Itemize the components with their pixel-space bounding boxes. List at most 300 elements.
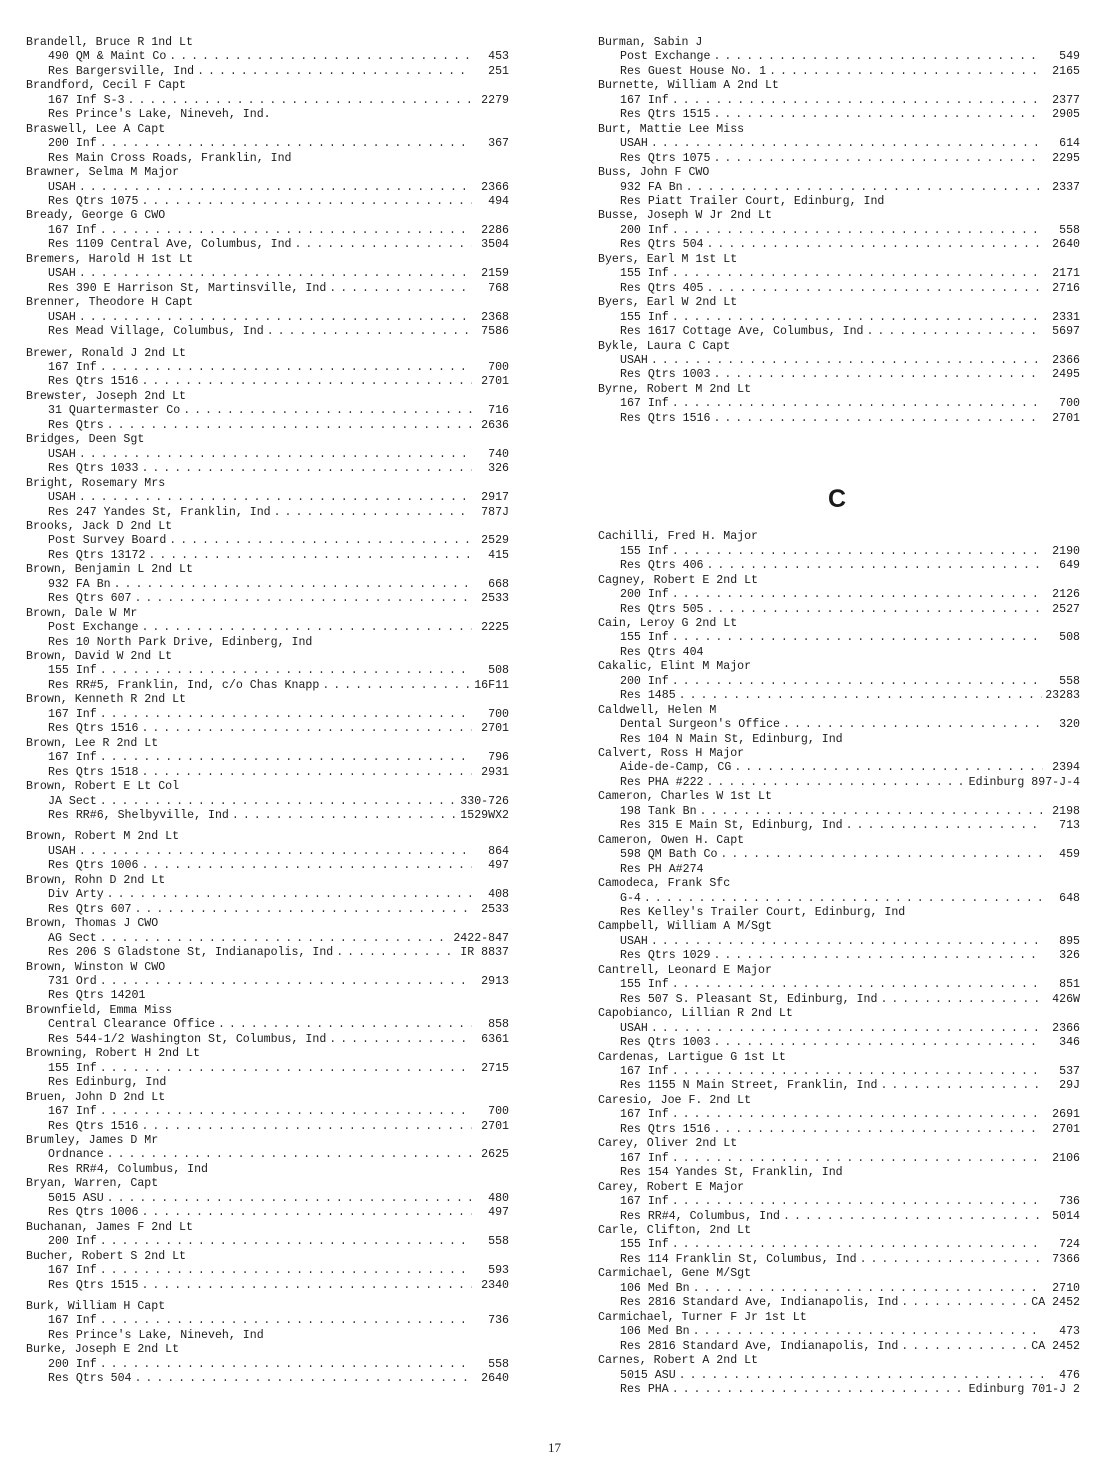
entry-line-number: 796 xyxy=(488,751,509,765)
dot-leader xyxy=(329,1033,472,1047)
entry-line xyxy=(598,224,1080,238)
dot-leader xyxy=(651,354,1043,368)
dot-leader xyxy=(672,631,1043,645)
entry-line xyxy=(26,238,509,252)
entry-line-label: 155 Inf xyxy=(620,310,669,324)
entry-line-label: JA Sect xyxy=(48,794,97,808)
dot-leader xyxy=(672,1195,1043,1209)
entry-line xyxy=(26,549,509,563)
entry-line-number: CA 2452 xyxy=(1031,1296,1080,1310)
entry-line xyxy=(26,1192,509,1206)
dot-leader xyxy=(295,238,472,252)
dot-leader xyxy=(79,491,472,505)
dot-leader xyxy=(644,892,1043,906)
entry-line xyxy=(598,949,1080,963)
entry-line xyxy=(598,238,1080,252)
entry-line xyxy=(26,989,509,1003)
dot-leader xyxy=(100,1314,472,1328)
entry-line-label: 167 Inf xyxy=(48,223,97,237)
dot-leader xyxy=(79,845,472,859)
entry-line xyxy=(598,1296,1080,1310)
entry-line-label: 106 Med Bn xyxy=(620,1325,690,1339)
entry-name: Caldwell, Helen M xyxy=(598,703,717,717)
entry-line xyxy=(598,65,1080,79)
entry-line-label: Res Qtrs 404 xyxy=(620,645,704,659)
entry-line xyxy=(598,152,1080,166)
entry-line-label: 200 Inf xyxy=(48,1357,97,1371)
entry-line-number: 2636 xyxy=(481,418,509,432)
entry-line-label: Aide-de-Camp, CG xyxy=(620,761,732,775)
entry-name: Brown, David W 2nd Lt xyxy=(26,650,173,664)
entry-line-number: 23283 xyxy=(1045,689,1080,703)
directory-entry xyxy=(598,1137,1080,1180)
directory-entry xyxy=(26,650,509,693)
entry-name: Bremers, Harold H 1st Lt xyxy=(26,252,193,266)
entry-line-number: 851 xyxy=(1059,978,1080,992)
entry-line xyxy=(598,311,1080,325)
dot-leader xyxy=(880,993,1043,1007)
entry-name: Brawner, Selma M Major xyxy=(26,166,180,180)
entry-line-number: 6361 xyxy=(481,1032,509,1046)
dot-leader xyxy=(672,675,1043,689)
entry-line-label: 200 Inf xyxy=(48,1235,97,1249)
entry-line-label: 31 Quartermaster Co xyxy=(48,404,181,418)
entry-line-label: Res Qtrs 1029 xyxy=(620,949,711,963)
entry-line-number: 426W xyxy=(1052,992,1080,1006)
entry-line-label: 167 Inf xyxy=(620,1151,669,1165)
entry-line-number: 2905 xyxy=(1052,108,1080,122)
entry-line xyxy=(26,679,509,693)
entry-line xyxy=(26,1018,509,1032)
entry-line-label: Res 1617 Cottage Ave, Columbus, Ind xyxy=(620,325,864,339)
entry-line-label: Res Qtrs 1516 xyxy=(620,411,711,425)
entry-line-label: 106 Med Bn xyxy=(620,1281,690,1295)
dot-leader xyxy=(141,722,472,736)
entry-line-number: 2295 xyxy=(1052,151,1080,165)
entry-line xyxy=(26,50,509,64)
directory-entry xyxy=(598,1051,1080,1094)
dot-leader xyxy=(107,888,472,902)
dot-leader xyxy=(713,1123,1043,1137)
entry-line-label: Res Qtrs 406 xyxy=(620,559,704,573)
entry-line xyxy=(26,1062,509,1076)
entry-line xyxy=(598,108,1080,122)
directory-entry xyxy=(26,433,509,476)
entry-line-label: Res Qtrs 405 xyxy=(620,281,704,295)
dot-leader xyxy=(100,1235,472,1249)
entry-line-label: 155 Inf xyxy=(620,631,669,645)
dot-leader xyxy=(100,795,458,809)
entry-line-label: Res PHA #222 xyxy=(620,775,704,789)
entry-line xyxy=(598,1282,1080,1296)
entry-line xyxy=(598,354,1080,368)
entry-line-label: 490 QM & Maint Co xyxy=(48,50,167,64)
entry-name: Bryan, Warren, Capt xyxy=(26,1177,159,1191)
dot-leader xyxy=(672,1108,1043,1122)
dot-leader xyxy=(693,1282,1043,1296)
entry-line-number: 2190 xyxy=(1052,544,1080,558)
entry-name: Brown, Robert M 2nd Lt xyxy=(26,830,180,844)
directory-entry xyxy=(26,253,509,296)
entry-line-number: 5014 xyxy=(1052,1209,1080,1223)
directory-entry xyxy=(598,660,1080,703)
entry-line-number: 558 xyxy=(488,1357,509,1371)
directory-entry xyxy=(26,961,509,1004)
entry-line-label: 167 Inf xyxy=(48,1314,97,1328)
entry-line-label: Res Guest House No. 1 xyxy=(620,64,767,78)
directory-section-c xyxy=(598,530,1080,1397)
entry-line xyxy=(598,805,1080,819)
directory-entry xyxy=(26,780,509,823)
directory-entry xyxy=(598,877,1080,920)
entry-line xyxy=(598,195,1080,209)
entry-line xyxy=(26,932,509,946)
entry-line-number: 508 xyxy=(1059,631,1080,645)
directory-entry xyxy=(598,1267,1080,1310)
dot-leader xyxy=(100,975,472,989)
entry-name: Brown, Kenneth R 2nd Lt xyxy=(26,693,187,707)
entry-line xyxy=(598,1079,1080,1093)
entry-line-label: 167 Inf xyxy=(620,1065,669,1078)
directory-entry xyxy=(598,209,1080,252)
dot-leader xyxy=(197,65,472,79)
entry-name: Bruen, John D 2nd Lt xyxy=(26,1090,166,1104)
entry-line-label: Central Clearance Office xyxy=(48,1018,215,1032)
entry-line xyxy=(26,506,509,520)
directory-entry xyxy=(598,790,1080,833)
entry-line-label: USAH xyxy=(48,310,76,324)
entry-line-label: 167 Inf xyxy=(48,707,97,721)
entry-line xyxy=(598,1369,1080,1383)
dot-leader xyxy=(713,108,1043,122)
entry-line xyxy=(598,1253,1080,1267)
entry-line-label: 5015 ASU xyxy=(48,1191,104,1205)
directory-entry xyxy=(26,563,509,606)
entry-line xyxy=(598,1325,1080,1339)
entry-name: Buchanan, James F 2nd Lt xyxy=(26,1220,193,1234)
entry-line-number: 5697 xyxy=(1052,325,1080,339)
directory-entry xyxy=(26,36,509,79)
directory-entry xyxy=(26,79,509,122)
entry-line-label: Res 2816 Standard Ave, Indianapolis, Ind xyxy=(620,1339,899,1353)
entry-line xyxy=(26,708,509,722)
entry-line-label: 155 Inf xyxy=(620,544,669,558)
entry-line xyxy=(26,94,509,108)
entry-line xyxy=(26,1279,509,1293)
entry-line-label: Res Qtrs 1516 xyxy=(48,1119,139,1133)
entry-line xyxy=(26,311,509,325)
dot-leader xyxy=(672,311,1043,325)
entry-line xyxy=(598,776,1080,790)
entry-line-label: Res Qtrs 1075 xyxy=(620,151,711,165)
entry-line xyxy=(26,195,509,209)
entry-name: Braswell, Lee A Capt xyxy=(26,122,166,136)
entry-line-label: AG Sect xyxy=(48,931,97,945)
dot-leader xyxy=(148,549,472,563)
dot-leader xyxy=(672,545,1043,559)
entry-line-label: Res RR#4, Columbus, Ind xyxy=(620,1209,781,1223)
dot-leader xyxy=(169,50,472,64)
entry-line-label: Res 390 E Harrison St, Martinsville, Ind xyxy=(48,281,327,295)
dot-leader xyxy=(100,361,472,375)
entry-name: Cagney, Robert E 2nd Lt xyxy=(598,573,759,587)
entry-line-number: 2165 xyxy=(1052,64,1080,78)
entry-line-number: 2377 xyxy=(1052,93,1080,107)
entry-line-label: Res 206 S Gladstone St, Indianapolis, Ind xyxy=(48,946,334,960)
entry-line-label: 167 Inf xyxy=(48,1264,97,1278)
dot-leader xyxy=(672,1065,1043,1079)
entry-line xyxy=(598,863,1080,877)
dot-leader xyxy=(79,448,472,462)
dot-leader xyxy=(679,689,1043,703)
dot-leader xyxy=(672,1383,966,1397)
directory-entry xyxy=(26,209,509,252)
dot-leader xyxy=(672,224,1043,238)
entry-name: Brewer, Ronald J 2nd Lt xyxy=(26,346,187,360)
entry-line-label: Res 315 E Main St, Edinburg, Ind xyxy=(620,819,843,833)
dot-leader xyxy=(713,50,1043,64)
entry-line-label: Res Qtrs 1518 xyxy=(48,765,139,779)
dot-leader xyxy=(734,761,1043,775)
dot-leader xyxy=(336,946,457,960)
entry-line-label: USAH xyxy=(620,934,648,948)
entry-line-number: 326 xyxy=(1059,949,1080,963)
directory-entry xyxy=(598,574,1080,617)
entry-line xyxy=(26,534,509,548)
dot-leader xyxy=(135,592,473,606)
entry-line xyxy=(26,325,509,339)
entry-line-number: 716 xyxy=(488,404,509,418)
entry-name: Bucher, Robert S 2nd Lt xyxy=(26,1249,187,1263)
dot-leader xyxy=(901,1296,1028,1310)
entry-line-label: 198 Tank Bn xyxy=(620,804,697,818)
entry-line-label: Res 507 S. Pleasant St, Edinburg, Ind xyxy=(620,992,878,1006)
entry-line-number: 3504 xyxy=(481,238,509,252)
entry-line xyxy=(598,1340,1080,1354)
entry-line-label: USAH xyxy=(620,353,648,367)
entry-line xyxy=(26,181,509,195)
entry-line xyxy=(26,448,509,462)
entry-line-number: 2527 xyxy=(1052,602,1080,616)
entry-line-number: 2931 xyxy=(481,765,509,779)
entry-line-label: Res 104 N Main St, Edinburg, Ind xyxy=(620,732,843,746)
entry-line-number: 2533 xyxy=(481,902,509,916)
entry-line-number: 326 xyxy=(488,462,509,476)
entry-line xyxy=(598,545,1080,559)
entry-line-label: Res Piatt Trailer Court, Edinburg, Ind xyxy=(620,194,885,208)
entry-name: Brown, Thomas J CWO xyxy=(26,917,159,931)
directory-entry xyxy=(598,296,1080,339)
directory-column-right xyxy=(598,36,1080,1397)
entry-line xyxy=(598,50,1080,64)
entry-line-label: 167 Inf S-3 xyxy=(48,93,125,107)
entry-line-number: 2337 xyxy=(1052,180,1080,194)
entry-line-label: Res Qtrs 1033 xyxy=(48,462,139,476)
entry-line-number: 2716 xyxy=(1052,281,1080,295)
entry-line-number: 7586 xyxy=(481,325,509,339)
entry-line xyxy=(598,94,1080,108)
entry-line xyxy=(26,1329,509,1343)
entry-name: Cakalic, Elint M Major xyxy=(598,660,752,674)
entry-line-label: 155 Inf xyxy=(620,1238,669,1252)
directory-entry xyxy=(598,530,1080,573)
entry-line-number: 2286 xyxy=(481,223,509,237)
entry-line xyxy=(598,1065,1080,1079)
entry-line-number: 494 xyxy=(488,194,509,208)
dot-leader xyxy=(713,412,1043,426)
entry-line xyxy=(26,404,509,418)
entry-name: Bready, George G CWO xyxy=(26,209,166,223)
entry-line-label: 932 FA Bn xyxy=(48,577,111,591)
entry-line-number: 858 xyxy=(488,1018,509,1032)
entry-name: Brenner, Theodore H Capt xyxy=(26,296,193,310)
directory-entry xyxy=(598,1354,1080,1397)
entry-line-number: 2366 xyxy=(481,180,509,194)
entry-line xyxy=(598,397,1080,411)
dot-leader xyxy=(672,94,1043,108)
entry-line-number: 320 xyxy=(1059,718,1080,732)
directory-entry xyxy=(26,1300,509,1343)
dot-leader xyxy=(651,935,1043,949)
dot-leader xyxy=(707,603,1044,617)
entry-line xyxy=(26,375,509,389)
dot-leader xyxy=(100,1062,472,1076)
entry-line-number: 895 xyxy=(1059,934,1080,948)
entry-name: Bykle, Laura C Capt xyxy=(598,339,731,353)
entry-line xyxy=(26,1033,509,1047)
dot-leader xyxy=(679,1369,1043,1383)
entry-name: Burke, Joseph E 2nd Lt xyxy=(26,1343,180,1357)
entry-line-label: USAH xyxy=(48,491,76,505)
dot-leader xyxy=(135,903,473,917)
dot-leader xyxy=(274,506,472,520)
dot-leader xyxy=(672,1238,1043,1252)
entry-line-label: Res Qtrs 1515 xyxy=(48,1278,139,1292)
entry-line-number: 740 xyxy=(488,447,509,461)
dot-leader xyxy=(769,65,1043,79)
entry-line-number: 2340 xyxy=(481,1278,509,1292)
dot-leader xyxy=(107,419,472,433)
entry-line xyxy=(598,631,1080,645)
dot-leader xyxy=(707,238,1044,252)
entry-line-label: Res 1485 xyxy=(620,689,676,703)
entry-line-label: Res RR#5, Franklin, Ind, c/o Chas Knapp xyxy=(48,678,320,692)
directory-entry xyxy=(598,834,1080,877)
dot-leader xyxy=(218,1018,472,1032)
entry-name: Brownfield, Emma Miss xyxy=(26,1003,173,1017)
entry-line-number: 2394 xyxy=(1052,761,1080,775)
entry-line-number: 367 xyxy=(488,137,509,151)
entry-line xyxy=(26,491,509,505)
entry-line-label: 200 Inf xyxy=(620,674,669,688)
dot-leader xyxy=(100,664,472,678)
entry-line-label: Dental Surgeon's Office xyxy=(620,718,781,732)
entry-line-label: Res Qtrs 13172 xyxy=(48,548,146,562)
entry-line-label: Res 1155 N Main Street, Franklin, Ind xyxy=(620,1079,878,1093)
entry-line-number: 700 xyxy=(488,1105,509,1119)
entry-line xyxy=(598,1195,1080,1209)
entry-line-label: Res Qtrs 1003 xyxy=(620,1036,711,1050)
entry-line xyxy=(26,1235,509,1249)
entry-line-number: 736 xyxy=(488,1314,509,1328)
entry-line xyxy=(26,975,509,989)
entry-line xyxy=(26,462,509,476)
directory-entry xyxy=(598,617,1080,660)
directory-entry xyxy=(598,1224,1080,1267)
directory-entry xyxy=(598,1094,1080,1137)
entry-line xyxy=(598,1210,1080,1224)
entry-line-label: Res PHA xyxy=(620,1382,669,1396)
entry-line-number: 2366 xyxy=(1052,1021,1080,1035)
entry-line-number: 2701 xyxy=(1052,1122,1080,1136)
entry-line-label: Res 1109 Central Ave, Columbus, Ind xyxy=(48,238,292,252)
dot-leader xyxy=(114,578,472,592)
dot-leader xyxy=(100,1105,472,1119)
entry-line-label: 200 Inf xyxy=(620,223,669,237)
entry-line-number: 2368 xyxy=(481,310,509,324)
entry-line xyxy=(26,845,509,859)
page-number: 17 xyxy=(548,1440,561,1455)
entry-name: Capobianco, Lillian R 2nd Lt xyxy=(598,1007,793,1021)
entry-line xyxy=(26,1076,509,1090)
dot-leader xyxy=(686,181,1043,195)
dot-leader xyxy=(141,859,472,873)
entry-line xyxy=(598,412,1080,426)
dot-leader xyxy=(783,1210,1043,1224)
entry-line-number: 480 xyxy=(488,1191,509,1205)
entry-line-label: Res Edinburg, Ind xyxy=(48,1076,167,1090)
entry-line xyxy=(26,137,509,151)
directory-entry xyxy=(26,296,509,339)
entry-line xyxy=(26,1314,509,1328)
entry-line-label: 167 Inf xyxy=(620,93,669,107)
entry-line-label: 167 Inf xyxy=(48,360,97,374)
entry-line-number: 2701 xyxy=(481,1119,509,1133)
entry-line xyxy=(598,718,1080,732)
dot-leader xyxy=(128,94,472,108)
entry-line-label: 598 QM Bath Co xyxy=(620,848,718,862)
dot-leader xyxy=(860,1253,1043,1267)
entry-line-label: Res Prince's Lake, Nineveh, Ind. xyxy=(48,108,271,122)
entry-line-number: 2171 xyxy=(1052,267,1080,281)
directory-entry xyxy=(598,166,1080,209)
entry-line xyxy=(598,137,1080,151)
entry-line xyxy=(26,664,509,678)
directory-entry xyxy=(598,123,1080,166)
entry-line-number: 2913 xyxy=(481,975,509,988)
directory-entry xyxy=(26,1004,509,1047)
entry-line xyxy=(26,903,509,917)
section-letter-heading: C xyxy=(828,485,847,514)
entry-line-number: 497 xyxy=(488,859,509,873)
directory-entry xyxy=(26,1177,509,1220)
entry-line-label: Res Qtrs 607 xyxy=(48,902,132,916)
entry-line-label: G-4 xyxy=(620,891,641,905)
entry-line xyxy=(598,1108,1080,1122)
dot-leader xyxy=(672,267,1043,281)
entry-name: Cardenas, Lartigue G 1st Lt xyxy=(598,1050,786,1064)
entry-line-number: IR 8837 xyxy=(460,946,509,960)
entry-line-label: Res 2816 Standard Ave, Indianapolis, Ind xyxy=(620,1296,899,1310)
entry-line-number: 700 xyxy=(488,707,509,721)
entry-line-label: Post Exchange xyxy=(620,50,711,64)
entry-line-number: 29J xyxy=(1059,1079,1080,1093)
entry-line xyxy=(598,559,1080,573)
entry-line-number: 700 xyxy=(488,360,509,374)
entry-line xyxy=(598,603,1080,617)
dot-leader xyxy=(107,1148,472,1162)
entry-line-number: 558 xyxy=(1059,674,1080,688)
